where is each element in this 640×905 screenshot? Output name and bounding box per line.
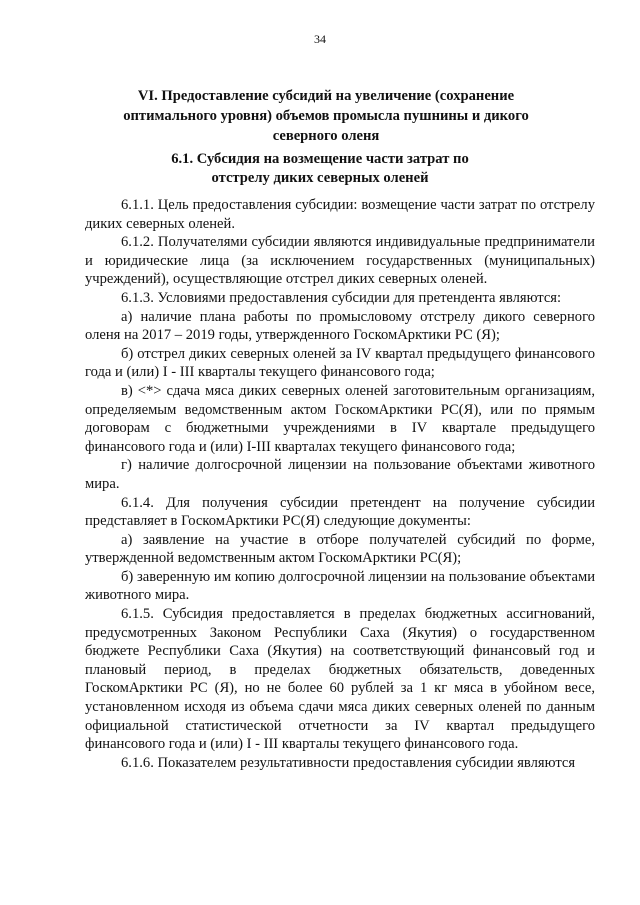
paragraph-6-1-5: 6.1.5. Субсидия предоставляется в пределах бюджетных ассигнований, предусмотренных Законом Республики Саха (Якутия) о государственном бюджете Республики Саха (Якутия) на соответствующий финансовый год и плановый период, в пределах бюджетных обязательств, доведенных ГоскомАрктики РС (Я), но не более 60 рублей за 1 кг мяса в убойном весе, установленном исходя из объема сдачи мяса диких северных оленей по данным официальной статистической отчетности за IV квартал предыдущего финансового года и (или) I - III кварталы текущего финансового года. [85,606,595,753]
paragraph-6-1-3: 6.1.3. Условиями предоставления субсидии для претендента являются: [121,289,562,306]
paragraph-6-1-1: 6.1.1. Цель предоставления субсидии: возмещение части затрат по отстрелу диких северных оленей. [85,197,595,232]
paragraph-6-1-3-v: в) <*> сдача мяса диких северных оленей заготовительным организациям, определяемым ведомственным актом ГоскомАрктики РС(Я), или по прямым договорам с бюджетными учреждениями в IV квартале предыдущего финансового года и (или) I-III кварталах текущего финансового года; [85,382,595,455]
paragraph-6-1-2: 6.1.2. Получателями субсидии являются индивидуальные предприниматели и юридические лица (за исключением государственных (муниципальных) учреждений), осуществляющие отстрел диких северных оленей. [85,234,595,288]
paragraph-6-1-6: 6.1.6. Показателем результативности предоставления субсидии являются [121,754,576,771]
paragraph-6-1-3-g: г) наличие долгосрочной лицензии на пользование объектами животного мира. [85,457,595,492]
subsection-title: 6.1. Субсидия на возмещение части затрат по отстрелу диких северных оленей [171,151,469,186]
paragraph-6-1-4: 6.1.4. Для получения субсидии претендент на получение субсидии представляет в ГоскомАрктики РС(Я) следующие документы: [85,494,595,530]
paragraph-6-1-3-a: а) наличие плана работы по промысловому отстрелу дикого северного оленя на 2017 – 2019 годы, утвержденного ГоскомАрктики РС (Я); [85,308,595,344]
body-text [85,196,595,772]
paragraph-6-1-4-a: а) заявление на участие в отборе получателей субсидий по форме, утвержденной ведомственным актом ГоскомАрктики РС(Я); [85,531,595,567]
paragraph-6-1-3-b: б) отстрел диких северных оленей за IV квартал предыдущего финансового года и (или) I - III кварталы текущего финансового года; [85,345,595,381]
section-title: VI. Предоставление субсидий на увеличение (сохранение оптимального уровня) объемов промысла пушнины и дикого северного оленя [123,88,529,144]
page-number: 34 [314,32,326,46]
paragraph-6-1-4-b: б) заверенную им копию долгосрочной лицензии на пользование объектами животного мира. [85,568,595,604]
